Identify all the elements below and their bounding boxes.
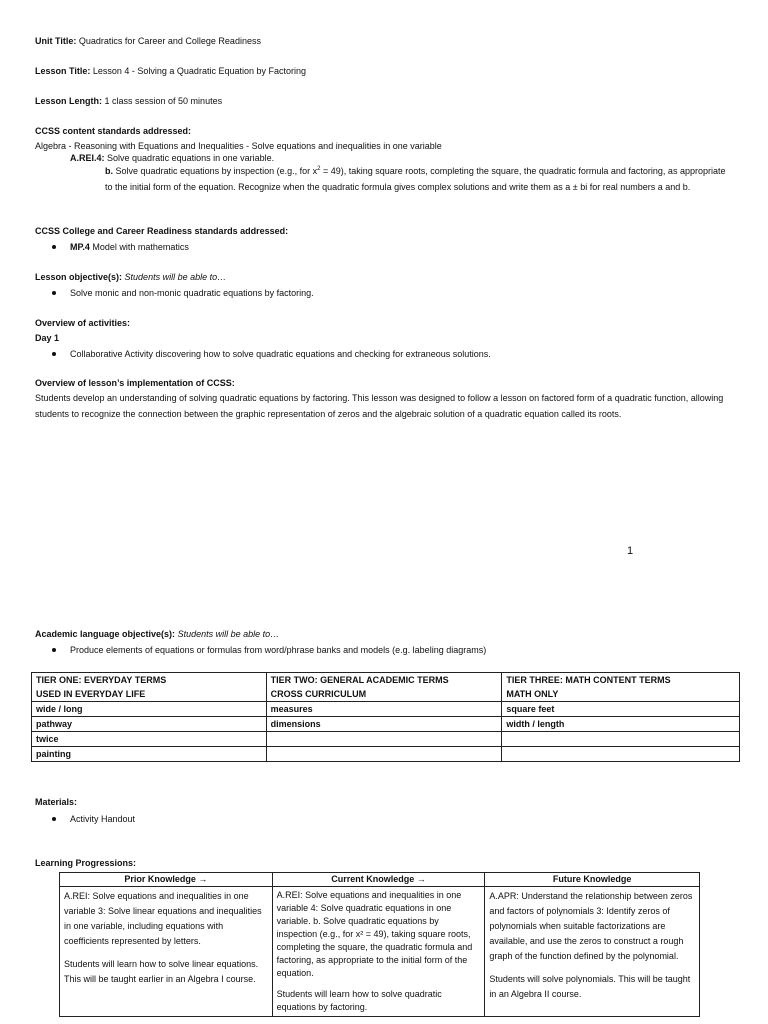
table-cell: measures bbox=[266, 702, 502, 717]
lesson-length-label: Lesson Length: bbox=[35, 96, 102, 106]
ccss-standard-line bbox=[70, 153, 274, 163]
academic-language-lead: Students will be able to… bbox=[177, 629, 280, 639]
unit-title-value: Quadratics for Career and College Readiness bbox=[78, 36, 261, 46]
bullet-icon bbox=[52, 817, 56, 821]
bullet-icon bbox=[52, 648, 56, 652]
bullet-icon bbox=[52, 245, 56, 249]
sub-letter: b. bbox=[105, 166, 113, 176]
prior-standard: A.REI: Solve equations and inequalities in one variable 3: Solve linear equations and inequalities in one variable, including equations with coefficients represented by letters. bbox=[64, 891, 262, 946]
prior-note: Students will learn how to solve linear equations. This will be taught earlier in an Algebra I course. bbox=[64, 959, 259, 984]
overview-heading: Overview of activities: bbox=[35, 318, 131, 328]
table-cell bbox=[272, 887, 485, 1017]
ccss-career-item bbox=[70, 242, 189, 252]
future-knowledge-header: Future Knowledge bbox=[485, 873, 700, 887]
sub-text-2: = 49), taking square roots, completing the square, the quadratic formula and factoring, as appropriate to the initial form of the equation. Recognize when the quadratic formula gives complex solutions and write them as a ± bi for real numbers a and b. bbox=[105, 166, 726, 192]
table-header-row bbox=[32, 673, 740, 702]
lesson-length-line bbox=[35, 96, 222, 106]
unit-title-label: Unit Title: bbox=[35, 36, 77, 46]
lesson-objective-label: Lesson objective(s): bbox=[35, 272, 123, 282]
bullet-icon bbox=[52, 291, 56, 295]
lesson-title-line bbox=[35, 66, 306, 76]
implementation-heading: Overview of lesson’s implementation of CCSS: bbox=[35, 378, 235, 388]
sub-text-1: Solve quadratic equations by inspection (e.g., for x bbox=[115, 166, 318, 176]
lesson-objective-lead: Students will be able to… bbox=[124, 272, 227, 282]
unit-title-line bbox=[35, 36, 261, 46]
lesson-length-value: 1 class session of 50 minutes bbox=[104, 96, 223, 106]
academic-language-line bbox=[35, 629, 279, 639]
table-cell bbox=[485, 887, 700, 1017]
sub-sup: 2 bbox=[317, 166, 321, 172]
standard-text: Solve quadratic equations in one variable. bbox=[107, 153, 275, 163]
vocabulary-tier-table bbox=[31, 672, 740, 762]
table-cell: width / length bbox=[502, 717, 740, 732]
materials-heading: Materials: bbox=[35, 797, 78, 807]
table-cell: square feet bbox=[502, 702, 740, 717]
future-note: Students will solve polynomials. This will be taught in an Algebra II course. bbox=[489, 974, 691, 999]
table-cell: pathway bbox=[32, 717, 267, 732]
table-row bbox=[60, 887, 700, 1017]
table-row bbox=[32, 747, 740, 762]
table-row bbox=[32, 702, 740, 717]
table-header-cell: TIER ONE: EVERYDAY TERMS USED IN EVERYDAY LIFE bbox=[32, 673, 267, 702]
materials-item: Activity Handout bbox=[70, 814, 136, 824]
learning-progressions-heading: Learning Progressions: bbox=[35, 858, 137, 868]
current-standard: A.REI: Solve equations and inequalities in one variable 4: Solve quadratic equations in one variable. b. Solve quadratic equations by inspection (e.g., for x² = 49), taking square roots, completing the square, the quadratic formula and factoring, as appropriate to the initial form of the equation. bbox=[276, 890, 473, 978]
ccss-sub-standard bbox=[105, 163, 735, 195]
table-cell bbox=[60, 887, 273, 1017]
implementation-text: Students develop an understanding of solving quadratic equations by factoring. This lesson was designed to follow a lesson on factored form of a quadratic function, allowing students to recognize the connection between the graphic representation of zeros and the algebraic solution of a quadratic equation called its roots. bbox=[35, 393, 724, 419]
current-knowledge-header: Current Knowledge → bbox=[272, 873, 485, 887]
page-number: 1 bbox=[627, 545, 634, 557]
table-row bbox=[32, 717, 740, 732]
table-cell bbox=[502, 747, 740, 762]
lesson-objective-item: Solve monic and non-monic quadratic equations by factoring. bbox=[70, 288, 314, 298]
academic-language-item: Produce elements of equations or formulas from word/phrase banks and models (e.g. labeling diagrams) bbox=[70, 645, 487, 655]
table-cell bbox=[266, 732, 502, 747]
table-row bbox=[32, 732, 740, 747]
table-header-cell: TIER THREE: MATH CONTENT TERMS MATH ONLY bbox=[502, 673, 740, 702]
learning-progressions-table bbox=[59, 872, 700, 1017]
future-standard: A.APR: Understand the relationship between zeros and factors of polynomials 3: Identify zeros of polynomials when suitable factorizations are available, and use the zeros to construct a rough graph of the function defined by the polynomial. bbox=[489, 891, 693, 961]
career-item-code: MP.4 bbox=[70, 242, 90, 252]
lesson-title-value: Lesson 4 - Solving a Quadratic Equation by Factoring bbox=[92, 66, 306, 76]
table-cell: twice bbox=[32, 732, 267, 747]
overview-item: Collaborative Activity discovering how to solve quadratic equations and checking for extraneous solutions. bbox=[70, 349, 491, 359]
career-item-text: Model with mathematics bbox=[92, 242, 189, 252]
academic-language-label: Academic language objective(s): bbox=[35, 629, 176, 639]
table-cell: painting bbox=[32, 747, 267, 762]
table-cell bbox=[502, 732, 740, 747]
table-cell: dimensions bbox=[266, 717, 502, 732]
ccss-content-heading: CCSS content standards addressed: bbox=[35, 126, 192, 136]
ccss-career-heading: CCSS College and Career Readiness standards addressed: bbox=[35, 226, 289, 236]
table-cell bbox=[266, 747, 502, 762]
ccss-domain: Algebra - Reasoning with Equations and Inequalities - Solve equations and inequalities in one variable bbox=[35, 141, 442, 151]
table-header-row bbox=[60, 873, 700, 887]
prior-knowledge-header: Prior Knowledge → bbox=[60, 873, 273, 887]
current-note: Students will learn how to solve quadratic equations by factoring. bbox=[276, 989, 442, 1012]
overview-day: Day 1 bbox=[35, 333, 60, 343]
lesson-title-label: Lesson Title: bbox=[35, 66, 91, 76]
bullet-icon bbox=[52, 352, 56, 356]
standard-code: A.REI.4: bbox=[70, 153, 105, 163]
lesson-objective-line bbox=[35, 272, 226, 282]
table-header-cell: TIER TWO: GENERAL ACADEMIC TERMS CROSS CURRICULUM bbox=[266, 673, 502, 702]
table-cell: wide / long bbox=[32, 702, 267, 717]
